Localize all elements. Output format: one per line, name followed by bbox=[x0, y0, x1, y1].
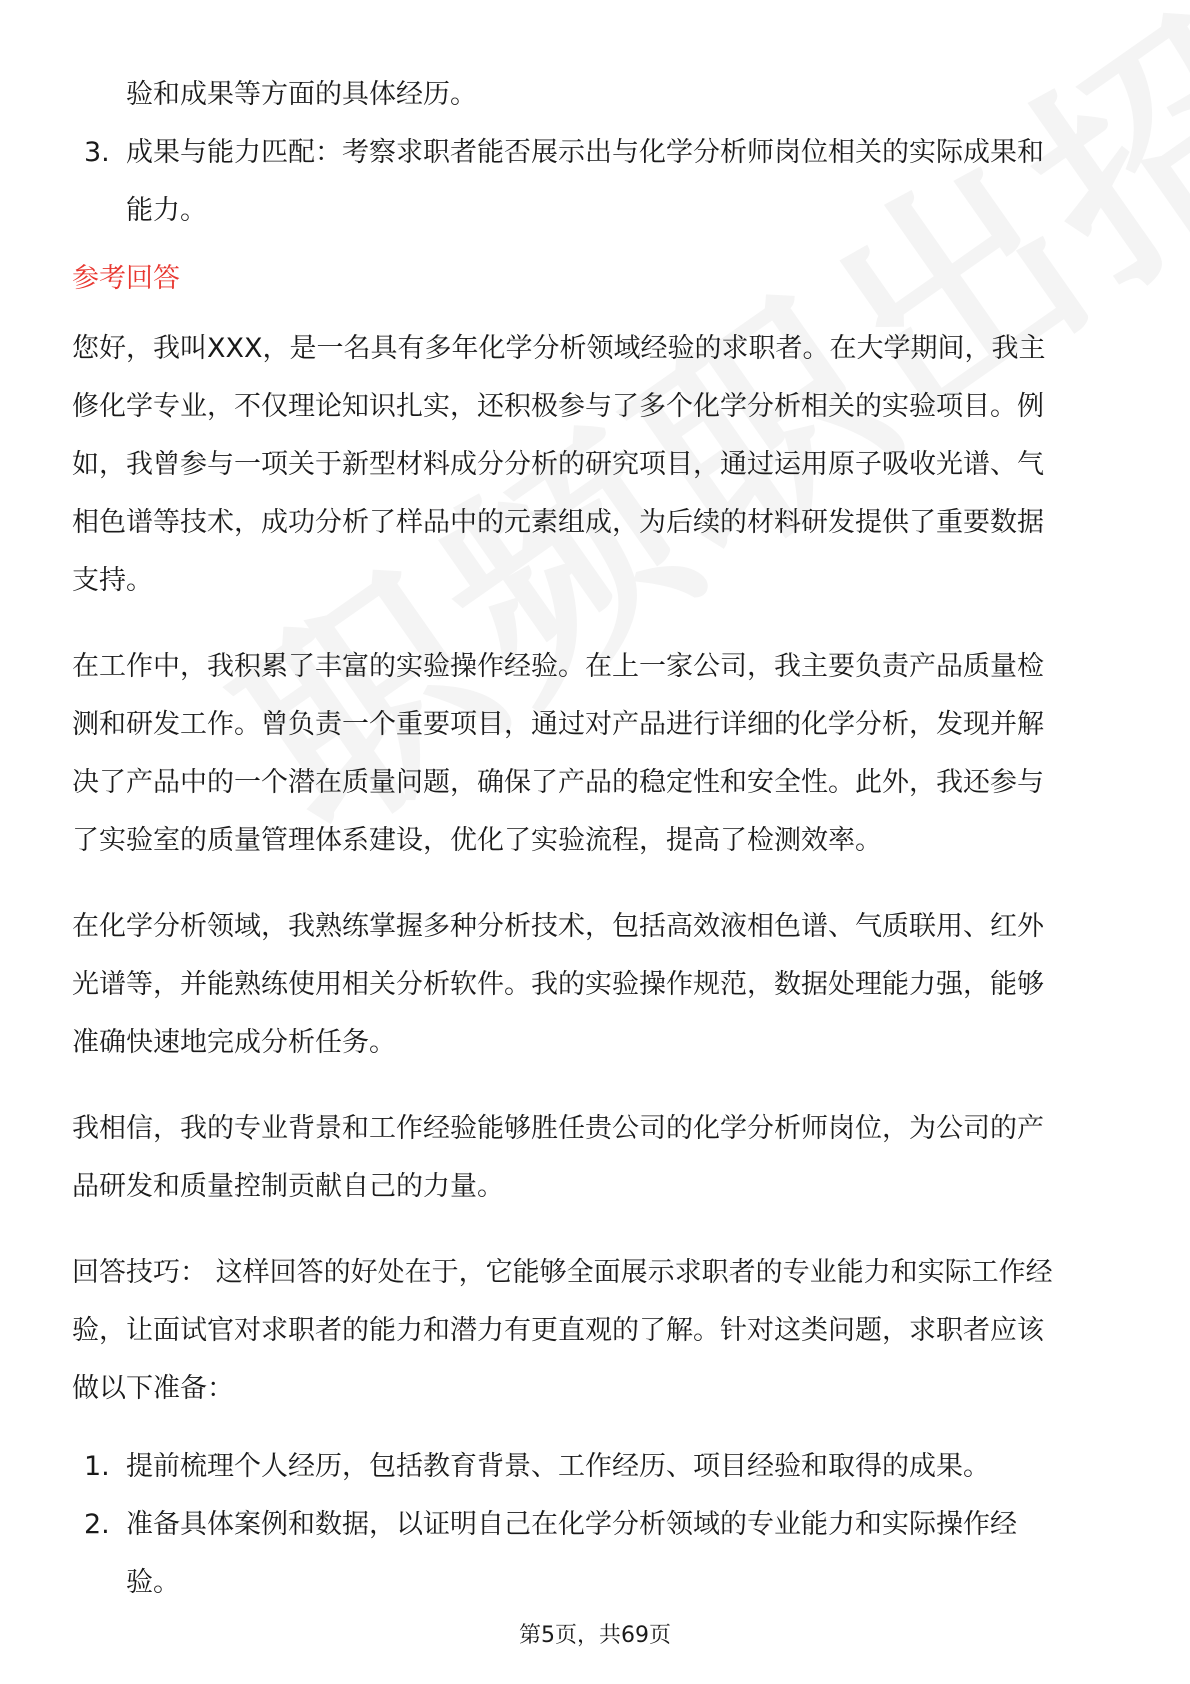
paragraph-line: 如，我曾参与一项关于新型材料成分分析的研究项目，通过运用原子吸收光谱、气 bbox=[72, 449, 1044, 480]
paragraph-line: 了实验室的质量管理体系建设，优化了实验流程，提高了检测效率。 bbox=[72, 825, 882, 856]
paragraph-line: 做以下准备： bbox=[72, 1373, 234, 1404]
section-heading: 参考回答 bbox=[72, 263, 180, 294]
tips-paragraph bbox=[72, 1244, 1122, 1418]
paragraph-line: 相色谱等技术，成功分析了样品中的元素组成，为后续的材料研发提供了重要数据 bbox=[72, 507, 1044, 538]
paragraph-line: 支持。 bbox=[72, 565, 153, 596]
paragraph-line: 光谱等，并能熟练使用相关分析软件。我的实验操作规范，数据处理能力强，能够 bbox=[72, 969, 1044, 1000]
paragraph-line: 在化学分析领域，我熟练掌握多种分析技术，包括高效液相色谱、气质联用、红外 bbox=[72, 911, 1044, 942]
list-item-text: 成果与能力匹配：考察求职者能否展示出与化学分析师岗位相关的实际成果和 bbox=[126, 137, 1044, 168]
list-item-3 bbox=[72, 124, 1122, 182]
list-item-text: 提前梳理个人经历，包括教育背景、工作经历、项目经验和取得的成果。 bbox=[126, 1451, 990, 1482]
list-item-2 bbox=[72, 1496, 1122, 1554]
paragraph-line: 修化学专业，不仅理论知识扎实，还积极参与了多个化学分析相关的实验项目。例 bbox=[72, 391, 1044, 422]
page-number: 第5页，共69页 bbox=[519, 1623, 671, 1648]
list-number: 1. bbox=[84, 1451, 110, 1482]
paragraph-line: 准确快速地完成分析任务。 bbox=[72, 1027, 396, 1058]
paragraph-line: 我相信，我的专业背景和工作经验能够胜任贵公司的化学分析师岗位，为公司的产 bbox=[72, 1113, 1044, 1144]
paragraph-line: 回答技巧： 这样回答的好处在于，它能够全面展示求职者的专业能力和实际工作经 bbox=[72, 1257, 1053, 1288]
answer-paragraph-1 bbox=[72, 320, 1122, 610]
answer-paragraph-4 bbox=[72, 1100, 1122, 1216]
paragraph-line: 品研发和质量控制贡献自己的力量。 bbox=[72, 1171, 504, 1202]
answer-paragraph-3 bbox=[72, 898, 1122, 1072]
list-number: 2. bbox=[84, 1509, 110, 1540]
tips-list bbox=[72, 1438, 1122, 1612]
list-item-text: 准备具体案例和数据，以证明自己在化学分析领域的专业能力和实际操作经 bbox=[126, 1509, 1017, 1540]
paragraph-line: 决了产品中的一个潜在质量问题，确保了产品的稳定性和安全性。此外，我还参与 bbox=[72, 767, 1044, 798]
paragraph-line: 在工作中，我积累了丰富的实验操作经验。在上一家公司，我主要负责产品质量检 bbox=[72, 651, 1044, 682]
list-item-2-continuation: 验。 bbox=[126, 1567, 180, 1598]
paragraph-line: 验，让面试官对求职者的能力和潜力有更直观的了解。针对这类问题，求职者应该 bbox=[72, 1315, 1044, 1346]
list-item-2-continuation: 验和成果等方面的具体经历。 bbox=[126, 79, 477, 110]
paragraph-line: 测和研发工作。曾负责一个重要项目，通过对产品进行详细的化学分析，发现并解 bbox=[72, 709, 1044, 740]
list-number: 3. bbox=[84, 137, 110, 168]
paragraph-line: 您好，我叫XXX，是一名具有多年化学分析领域经验的求职者。在大学期间，我主 bbox=[72, 333, 1046, 364]
list-item-3-continuation: 能力。 bbox=[126, 195, 207, 226]
document-body bbox=[72, 66, 1122, 1612]
list-item-1 bbox=[72, 1438, 1122, 1496]
answer-paragraph-2 bbox=[72, 638, 1122, 870]
